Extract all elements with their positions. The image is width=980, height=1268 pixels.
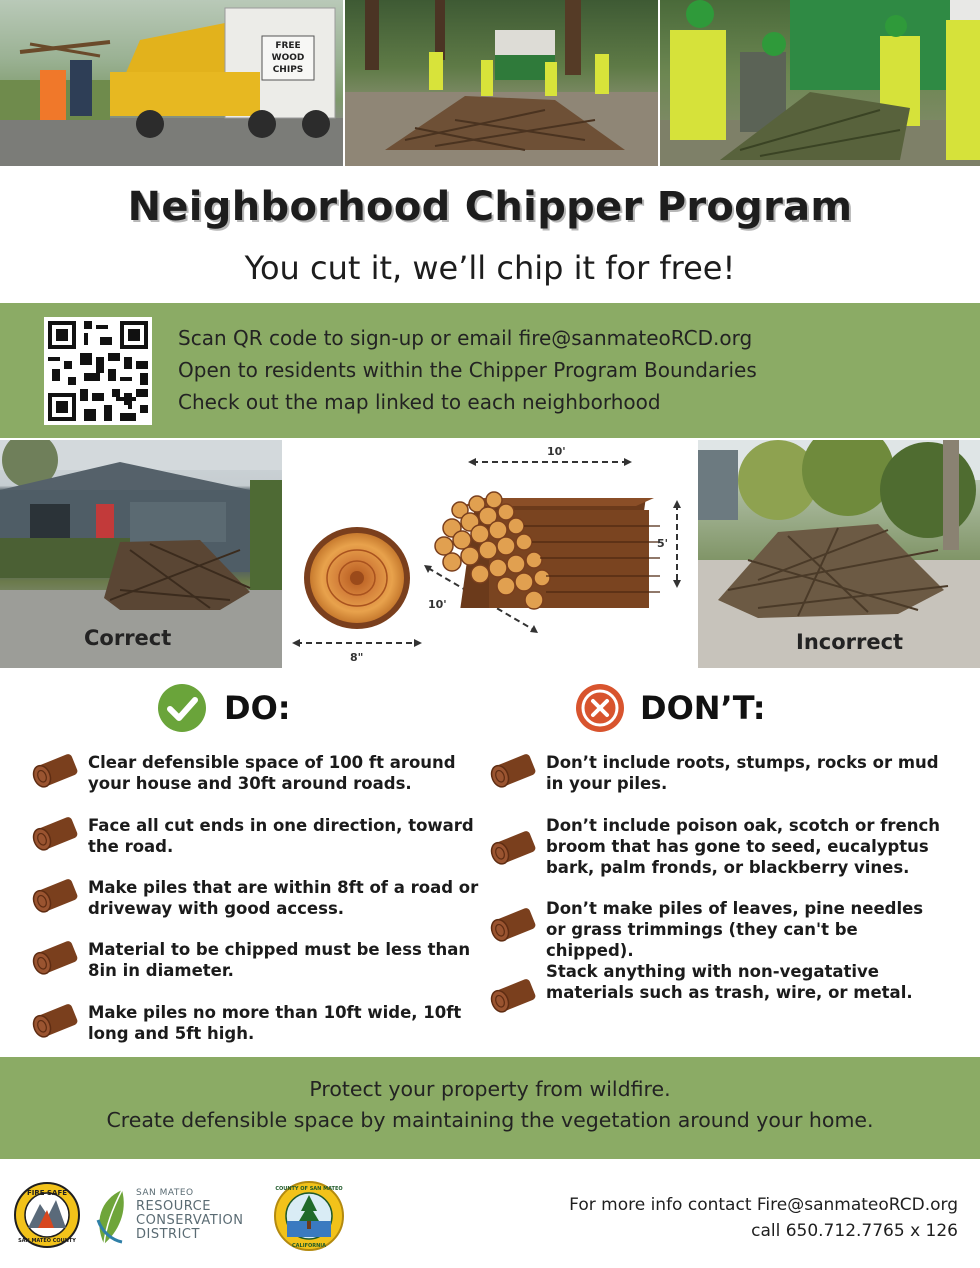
fire-safe-bottom-text: SAN MATEO COUNTY bbox=[18, 1238, 76, 1244]
dont-item bbox=[488, 961, 948, 1017]
chipper-truck-illustration bbox=[0, 0, 343, 166]
log-icon bbox=[488, 750, 538, 792]
log-icon bbox=[30, 875, 80, 917]
dont-item-text: Don’t include roots, stumps, rocks or mud in your piles. bbox=[546, 753, 939, 793]
footer-line-defensible: Create defensible space by maintaining the vegetation around your home. bbox=[106, 1108, 874, 1132]
crew-pile-illustration bbox=[345, 0, 658, 166]
diagram-height-label: 5' bbox=[657, 537, 669, 550]
do-item-text: Make piles that are within 8ft of a road or driveway with good access. bbox=[88, 878, 479, 918]
photo-correct-pile bbox=[0, 440, 282, 668]
do-item-text: Material to be chipped must be less than 8in in diameter. bbox=[88, 940, 471, 980]
info-line-signup: Scan QR code to sign-up or email fire@sanmateoRCD.org bbox=[178, 326, 753, 350]
rcd-small-text: SAN MATEO bbox=[136, 1188, 194, 1198]
county-seal bbox=[274, 1181, 344, 1251]
do-heading: DO: bbox=[224, 689, 291, 727]
info-line-map: Check out the map linked to each neighborhood bbox=[178, 390, 661, 414]
crew-loading-illustration bbox=[660, 0, 980, 166]
dont-item-text: Stack anything with non-vegatative materials such as trash, wire, or metal. bbox=[546, 962, 913, 1002]
do-item-text: Face all cut ends in one direction, toward the road. bbox=[88, 816, 474, 856]
county-bottom-text: CALIFORNIA bbox=[291, 1243, 327, 1249]
dont-item-text: Don’t include poison oak, scotch or french broom that has gone to seed, eucalyptus bark, palm fronds, or blackberry vines. bbox=[546, 816, 941, 877]
rcd-line2: CONSERVATION bbox=[136, 1213, 244, 1228]
page-title: Neighborhood Chipper Program bbox=[127, 184, 853, 230]
qr-code-graphic bbox=[44, 317, 152, 425]
do-item bbox=[30, 1002, 480, 1044]
log-icon bbox=[30, 813, 80, 855]
log-icon bbox=[30, 937, 80, 979]
county-seal-logo bbox=[274, 1181, 344, 1251]
photo-incorrect-pile bbox=[698, 440, 980, 668]
log-icon bbox=[488, 904, 538, 946]
fire-safe-seal bbox=[14, 1182, 80, 1248]
do-item bbox=[30, 815, 480, 857]
photo-crew-brush-pile bbox=[345, 0, 658, 166]
info-line-eligibility: Open to residents within the Chipper Program Boundaries bbox=[178, 358, 757, 382]
dont-item bbox=[488, 752, 948, 794]
checkmark-glyph bbox=[158, 684, 206, 732]
do-item bbox=[30, 752, 480, 794]
fire-safe-top-text: FIRE SAFE bbox=[26, 1189, 68, 1197]
photo-crew-loading-chipper bbox=[660, 0, 980, 166]
incorrect-label: Incorrect bbox=[796, 630, 904, 654]
log-icon bbox=[30, 750, 80, 792]
rcd-wordmark bbox=[136, 1188, 244, 1242]
do-item bbox=[30, 877, 480, 919]
dont-item bbox=[488, 898, 948, 961]
diagram-length-label: 10' bbox=[428, 598, 447, 611]
x-mark-glyph bbox=[576, 684, 624, 732]
diagram-diameter-label: 8" bbox=[350, 651, 364, 664]
log-icon bbox=[30, 1000, 80, 1042]
x-mark-icon bbox=[576, 684, 624, 732]
dont-item bbox=[488, 815, 948, 878]
leaf-icon bbox=[92, 1186, 132, 1248]
contact-email-line: For more info contact Fire@sanmateoRCD.org bbox=[569, 1195, 958, 1215]
rcd-leaf-logo bbox=[92, 1186, 132, 1248]
log-stack-diagram bbox=[284, 440, 696, 668]
dont-item-text: Don’t make piles of leaves, pine needles or grass trimmings (they can't be chipped). bbox=[546, 899, 924, 960]
log-stack-graphic bbox=[284, 440, 696, 668]
page-subtitle: You cut it, we’ll chip it for free! bbox=[244, 249, 736, 287]
fire-safe-logo bbox=[14, 1182, 80, 1248]
do-item bbox=[30, 939, 480, 981]
correct-label: Correct bbox=[84, 626, 172, 650]
chipper-sign-line1: FREE bbox=[275, 41, 301, 51]
log-icon bbox=[488, 827, 538, 869]
do-item-text: Make piles no more than 10ft wide, 10ft long and 5ft high. bbox=[88, 1003, 462, 1043]
contact-phone-line: call 650.712.7765 x 126 bbox=[751, 1221, 958, 1241]
qr-code-icon[interactable] bbox=[44, 317, 152, 425]
log-icon bbox=[488, 975, 538, 1017]
rcd-line1: RESOURCE bbox=[136, 1199, 211, 1214]
county-top-text: COUNTY OF SAN MATEO bbox=[275, 1186, 343, 1192]
chipper-sign-line3: CHIPS bbox=[272, 65, 304, 75]
do-item-text: Clear defensible space of 100 ft around your house and 30ft around roads. bbox=[88, 753, 456, 793]
checkmark-icon bbox=[158, 684, 206, 732]
dont-heading: DON’T: bbox=[640, 689, 766, 727]
footer-line-protect: Protect your property from wildfire. bbox=[309, 1077, 671, 1101]
diagram-width-label: 10' bbox=[547, 445, 566, 458]
chipper-sign-line2: WOOD bbox=[271, 53, 305, 63]
rcd-line3: DISTRICT bbox=[136, 1227, 200, 1242]
photo-chipper-truck bbox=[0, 0, 343, 166]
